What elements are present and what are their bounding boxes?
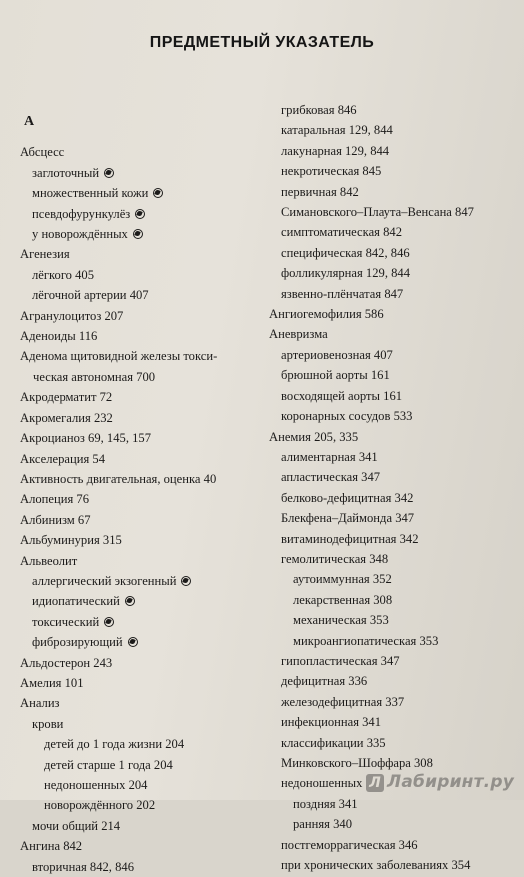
index-entry	[259, 794, 521, 814]
index-entry-text: некротическая 845	[281, 164, 382, 179]
watermark-text: Лабиринт.ру	[387, 772, 514, 792]
index-entry	[10, 816, 260, 836]
index-entry-text: коронарных сосудов 533	[281, 409, 413, 424]
index-entry	[10, 530, 260, 550]
index-entry-text: брюшной аорты 161	[281, 368, 390, 383]
index-column-right	[259, 100, 521, 875]
index-entry-text: специфическая 842, 846	[281, 245, 410, 260]
index-entry	[259, 427, 521, 447]
index-entry	[10, 612, 260, 632]
index-entry	[10, 714, 260, 734]
index-entry	[10, 775, 260, 795]
index-entry-text: при хронических заболеваниях 354	[281, 858, 471, 873]
index-entry-text: новорождённого 202	[44, 798, 156, 813]
index-entry-text: аллергический экзогенный	[32, 573, 177, 588]
index-entry-text: у новорождённых	[32, 227, 128, 242]
index-entry-text: псевдофурункулёз	[32, 206, 131, 221]
index-entry-text: Албинизм 67	[20, 512, 91, 527]
index-entry	[259, 386, 521, 406]
index-entry	[259, 631, 521, 651]
index-entry	[259, 100, 521, 120]
section-letter: А	[24, 114, 35, 129]
index-entry	[259, 508, 521, 528]
index-entry-text: фолликулярная 129, 844	[281, 266, 411, 281]
index-entry-text: Альбуминурия 315	[20, 533, 122, 548]
index-entry	[259, 692, 521, 712]
index-entry	[259, 345, 521, 365]
ebook-circle-icon	[181, 576, 191, 586]
index-entry-text: белково-дефицитная 342	[281, 490, 414, 505]
index-entry-text: апластическая 347	[281, 470, 381, 485]
index-entry	[259, 324, 521, 344]
index-entry-text: Альвеолит	[20, 553, 78, 568]
index-entry-text: восходящей аорты 161	[281, 388, 403, 403]
index-entry	[259, 590, 521, 610]
index-entry	[10, 142, 260, 162]
index-entry	[10, 469, 260, 489]
index-entry	[10, 510, 260, 530]
ebook-circle-icon	[135, 209, 145, 219]
index-entry	[259, 243, 521, 263]
index-entry-text: детей старше 1 года 204	[44, 757, 173, 772]
index-entry	[259, 529, 521, 549]
index-entry	[10, 857, 260, 877]
index-entry	[10, 346, 260, 366]
index-entry	[259, 202, 521, 222]
index-entry	[259, 467, 521, 487]
ebook-circle-icon	[125, 596, 135, 606]
index-entry-text: гемолитическая 348	[281, 551, 389, 566]
index-entry-text: идиопатический	[32, 594, 120, 609]
index-entry-text: Альдостерон 243	[20, 655, 113, 670]
index-entry-text: мочи общий 214	[32, 818, 121, 833]
index-entry-text: Агенезия	[20, 247, 70, 262]
index-entry	[259, 712, 521, 732]
index-entry-text: Амелия 101	[20, 675, 84, 690]
index-entry	[259, 406, 521, 426]
index-entry-text: Агранулоцитоз 207	[20, 308, 124, 323]
index-entry	[10, 428, 260, 448]
index-entry-text: Аневризма	[269, 327, 328, 342]
index-entry-text: Акроцианоз 69, 145, 157	[20, 431, 152, 446]
index-entry	[259, 753, 521, 773]
index-entry-text: микроангиопатическая 353	[293, 633, 439, 648]
index-entry-text: дефицитная 336	[281, 674, 368, 689]
index-entry	[10, 795, 260, 815]
index-entry-text: Активность двигательная, оценка 40	[20, 471, 217, 486]
index-entry	[259, 161, 521, 181]
index-entry	[10, 632, 260, 652]
index-entry-text: алиментарная 341	[281, 449, 378, 464]
index-entry	[259, 733, 521, 753]
index-entry	[10, 551, 260, 571]
index-entry-text: вторичная 842, 846	[32, 859, 134, 874]
index-entry	[10, 367, 260, 387]
index-entry-text: ческая автономная 700	[33, 369, 156, 384]
index-entry	[259, 365, 521, 385]
index-entry-text: лёгочной артерии 407	[32, 288, 149, 303]
index-entry	[10, 387, 260, 407]
index-entry	[10, 653, 260, 673]
index-entry	[259, 447, 521, 467]
index-entry	[10, 591, 260, 611]
index-entry	[10, 183, 260, 203]
index-entry	[259, 610, 521, 630]
index-entry	[259, 855, 521, 875]
index-entry-text: крови	[32, 716, 64, 731]
index-entry-text: заглоточный	[32, 165, 100, 180]
index-entry-text: витаминодефицитная 342	[281, 531, 419, 546]
index-entry-text: токсический	[32, 614, 100, 629]
index-entry-text: аутоиммунная 352	[293, 572, 392, 587]
index-entry-text: ранняя 340	[293, 817, 352, 832]
index-entry-text: недоношенных 204	[44, 778, 148, 792]
index-entry	[259, 120, 521, 140]
index-entry-text: постгеморрагическая 346	[281, 837, 418, 852]
index-entry-text: язвенно-плёнчатая 847	[281, 286, 404, 301]
watermark-badge: Л	[366, 774, 384, 792]
ebook-circle-icon	[153, 188, 163, 198]
index-entry-text: фиброзирующий	[32, 635, 123, 650]
index-entry	[259, 549, 521, 569]
index-entry-text: инфекционная 341	[281, 715, 382, 730]
index-entry	[10, 224, 260, 244]
index-entry-text: катаральная 129, 844	[281, 123, 393, 138]
index-entry-text: Аденома щитовидной железы токси-	[20, 349, 218, 364]
index-entry	[259, 284, 521, 304]
index-entry-text: лакунарная 129, 844	[281, 143, 390, 158]
index-entry-text: Ангина 842	[20, 839, 83, 854]
index-entry	[259, 814, 521, 834]
index-entry-text: классификации 335	[281, 735, 386, 750]
index-entry	[10, 244, 260, 264]
index-entry	[259, 304, 521, 324]
index-entry	[259, 263, 521, 283]
index-entry-text: лекарственная 308	[293, 592, 393, 607]
index-entry	[10, 489, 260, 509]
index-entry	[10, 836, 260, 856]
index-column-left	[10, 112, 260, 877]
index-entry	[10, 693, 260, 713]
index-entry	[259, 141, 521, 161]
index-entry-text: Акромегалия 232	[20, 410, 113, 425]
index-entry-text: симптоматическая 842	[281, 225, 402, 240]
watermark-logo	[366, 772, 514, 792]
index-entry	[259, 651, 521, 671]
ebook-circle-icon	[104, 168, 114, 178]
index-entry	[10, 734, 260, 754]
index-entry-text: первичная 842	[281, 184, 359, 199]
index-entry-text: Ангиогемофилия 586	[269, 307, 384, 322]
index-entry	[10, 673, 260, 693]
index-entry-text: Абсцесс	[20, 145, 65, 160]
index-entry-text: Минковского–Шоффара 308	[281, 756, 433, 770]
index-entry-text: Аденоиды 116	[20, 329, 98, 344]
index-entry	[259, 569, 521, 589]
index-entry	[10, 265, 260, 285]
index-entry-text: Алопеция 76	[20, 492, 90, 507]
index-entries-right	[259, 100, 521, 875]
index-entry	[259, 182, 521, 202]
index-entry	[10, 326, 260, 346]
index-entry	[10, 204, 260, 224]
index-entry-text: лёгкого 405	[32, 267, 95, 282]
index-entry-text: железодефицитная 337	[281, 694, 405, 709]
index-entry-text: Акселерация 54	[20, 451, 106, 466]
index-entry	[10, 571, 260, 591]
index-entry-text: детей до 1 года жизни 204	[44, 737, 185, 752]
index-entry-text: недоношенных	[281, 776, 363, 791]
index-entry-text: Симановского–Плаута–Венсана 847	[281, 205, 474, 220]
index-entry	[259, 222, 521, 242]
index-entry-text: множественный кожи	[32, 186, 149, 201]
index-entry-text: Акродерматит 72	[20, 390, 113, 405]
index-entry	[10, 306, 260, 326]
index-entry-text: Анализ	[20, 696, 60, 711]
ebook-circle-icon	[133, 229, 143, 239]
index-entry-text: артериовенозная 407	[281, 347, 393, 362]
index-entry	[10, 163, 260, 183]
index-entry	[259, 835, 521, 855]
index-entry-text: Анемия 205, 335	[269, 429, 359, 444]
index-entry	[10, 408, 260, 428]
index-entries-left	[10, 142, 260, 877]
ebook-circle-icon	[128, 637, 138, 647]
index-entry	[259, 488, 521, 508]
ebook-circle-icon	[104, 617, 114, 627]
index-entry-text: гипопластическая 347	[281, 653, 400, 668]
index-entry-text: поздняя 341	[293, 796, 358, 811]
index-entry	[259, 671, 521, 691]
index-entry	[10, 449, 260, 469]
page-title: ПРЕДМЕТНЫЙ УКАЗАТЕЛЬ	[149, 34, 375, 51]
index-entry-text: механическая 353	[293, 613, 389, 628]
index-entry-text: Блекфена–Даймонда 347	[281, 511, 415, 526]
index-entry	[10, 285, 260, 305]
index-entry-text: грибковая 846	[281, 103, 357, 117]
index-entry	[10, 755, 260, 775]
